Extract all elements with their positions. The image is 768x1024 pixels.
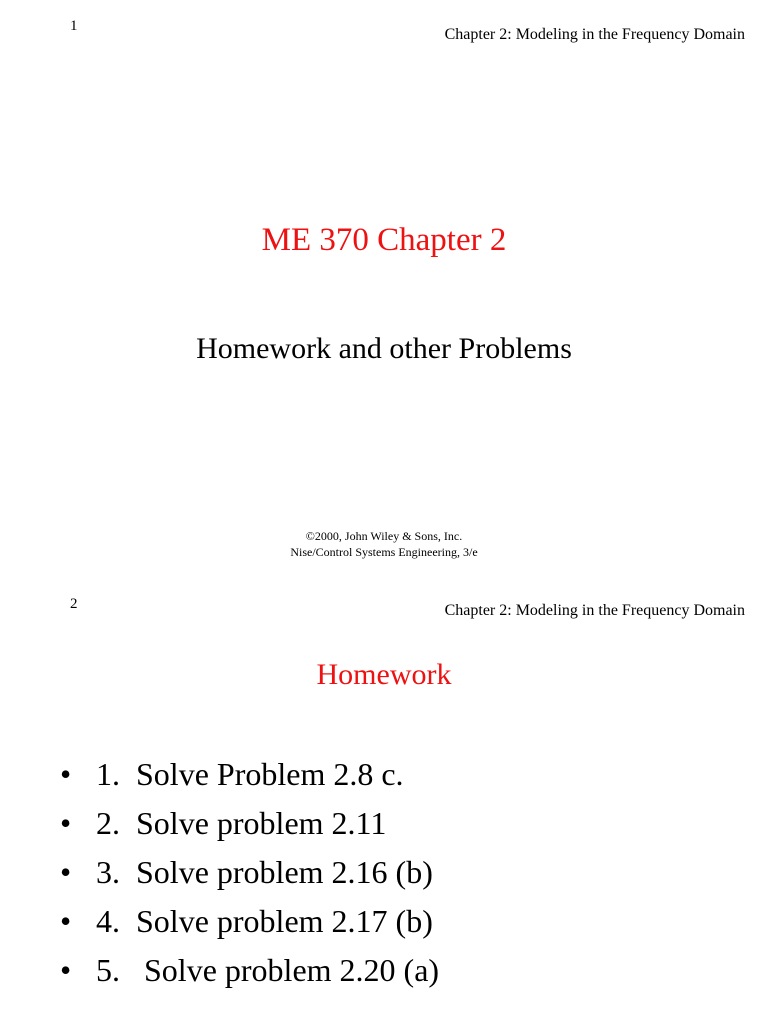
slide-subtitle: Homework and other Problems [196,332,572,365]
list-item [60,897,439,946]
bullet-icon: • [60,805,72,841]
slide-title: ME 370 Chapter 2 [261,222,507,258]
chapter-header: Chapter 2: Modeling in the Frequency Domain [444,602,745,619]
homework-item-text: 4. Solve problem 2.17 (b) [96,903,433,939]
list-item [60,946,439,995]
slide-title: Homework [316,658,452,691]
homework-item-text: 2. Solve problem 2.11 [96,805,387,841]
homework-item-text: 1. Solve Problem 2.8 c. [96,756,404,792]
bullet-icon: • [60,952,72,988]
list-item [60,750,439,799]
slide-number: 1 [70,18,78,34]
bullet-icon: • [60,756,72,792]
slide-number: 2 [70,596,78,612]
list-item [60,848,439,897]
copyright-line-publisher: ©2000, John Wiley & Sons, Inc. [305,529,463,543]
list-item [60,799,439,848]
homework-list [60,750,439,995]
bullet-icon: • [60,903,72,939]
bullet-icon: • [60,854,72,890]
homework-item-text: 5. Solve problem 2.20 (a) [96,952,440,988]
slide-2 [0,590,768,1024]
homework-item-text: 3. Solve problem 2.16 (b) [96,854,433,890]
chapter-header: Chapter 2: Modeling in the Frequency Domain [444,26,745,43]
copyright-line-book: Nise/Control Systems Engineering, 3/e [290,545,478,559]
copyright-notice [0,528,768,560]
